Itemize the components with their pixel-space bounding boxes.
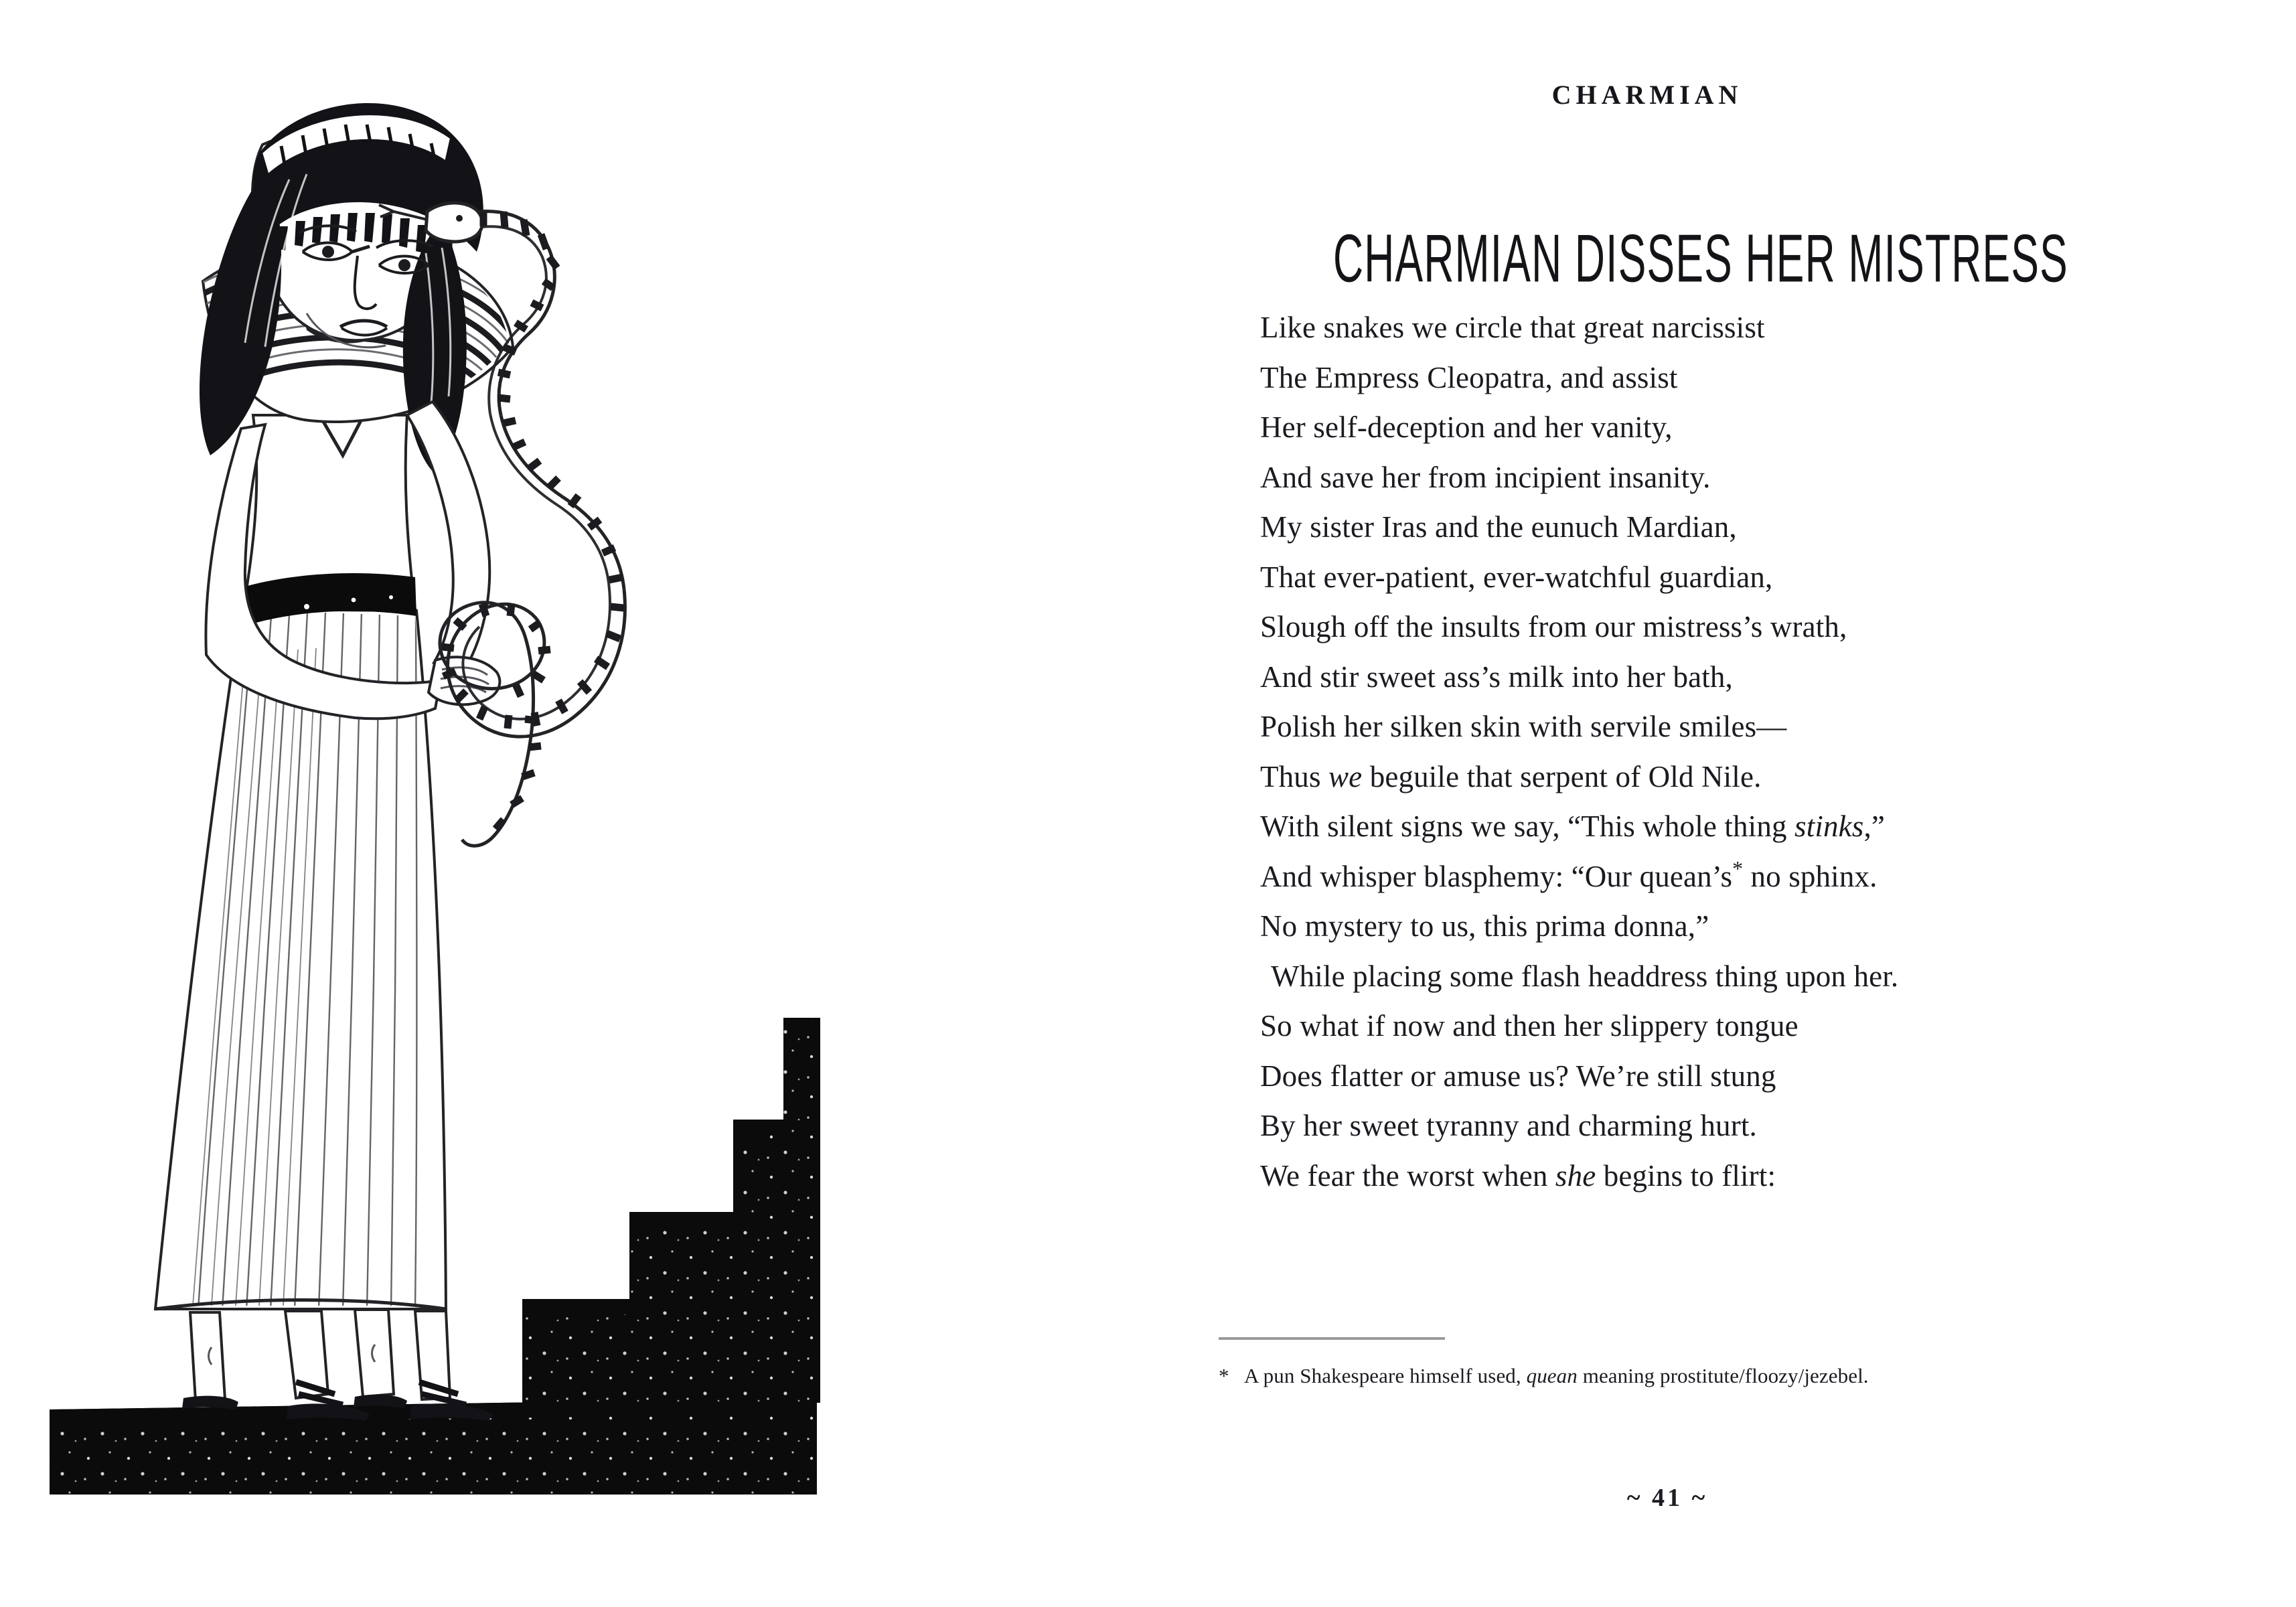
charmian-illustration <box>40 80 1152 1540</box>
footnote-text-before: A pun Shakespeare himself used, <box>1244 1364 1527 1387</box>
footnote-text <box>1244 1363 1869 1389</box>
poem-line: And save her from incipient insanity. <box>1260 460 1711 494</box>
poem-line: Slough off the insults from our mistress’s wrath, <box>1260 610 1847 643</box>
page-number: ~ 41 ~ <box>1626 1484 1708 1512</box>
poem-line: By her sweet tyranny and charming hurt. <box>1260 1109 1757 1142</box>
footnote-separator-rule <box>1219 1337 1445 1340</box>
poem-line: And whisper blasphemy: “Our quean’s* no sphinx. <box>1260 856 1878 893</box>
poem-line: Thus we beguile that serpent of Old Nile. <box>1260 759 1762 793</box>
poem-line: Does flatter or amuse us? We’re still stung <box>1260 1059 1776 1093</box>
poem-line: That ever-patient, ever-watchful guardian, <box>1260 560 1773 594</box>
poem-line: Like snakes we circle that great narcissist <box>1260 311 1765 344</box>
emphasized-word: we <box>1328 759 1363 793</box>
poem-line: With silent signs we say, “This whole thing stinks,” <box>1260 810 1885 843</box>
poem-body <box>1260 303 2211 1201</box>
footnote-italic-term: quean <box>1526 1364 1578 1387</box>
text-column <box>1178 0 2296 1607</box>
footnote-reference: * <box>1732 856 1744 881</box>
poem-line: And stir sweet ass’s milk into her bath, <box>1260 660 1733 694</box>
emphasized-word: she <box>1555 1158 1596 1193</box>
poem-line: Her self-deception and her vanity, <box>1260 410 1673 444</box>
emphasized-word: stinks <box>1794 810 1864 843</box>
poem-line: So what if now and then her slippery tongue <box>1260 1009 1798 1043</box>
footnote-marker: * <box>1219 1364 1229 1387</box>
running-head: CHARMIAN <box>1551 80 1743 110</box>
legs-and-sandals-shape <box>182 1310 493 1421</box>
poem-line: My sister Iras and the eunuch Mardian, <box>1260 510 1737 544</box>
stepped-dais-shape <box>522 1018 820 1403</box>
poem-line: While placing some flash headdress thing upon her. <box>1271 959 1899 993</box>
footnote <box>1219 1363 2236 1389</box>
poem-line: Polish her silken skin with servile smiles— <box>1260 710 1787 743</box>
poem-line: No mystery to us, this prima donna,” <box>1260 909 1709 943</box>
poem-line: We fear the worst when she begins to flirt: <box>1260 1158 1776 1193</box>
poem-line: The Empress Cleopatra, and assist <box>1260 360 1678 394</box>
page-title: CHARMIAN DISSES HER MISTRESS <box>1332 220 2069 297</box>
footnote-text-after: meaning prostitute/floozy/jezebel. <box>1577 1364 1869 1387</box>
